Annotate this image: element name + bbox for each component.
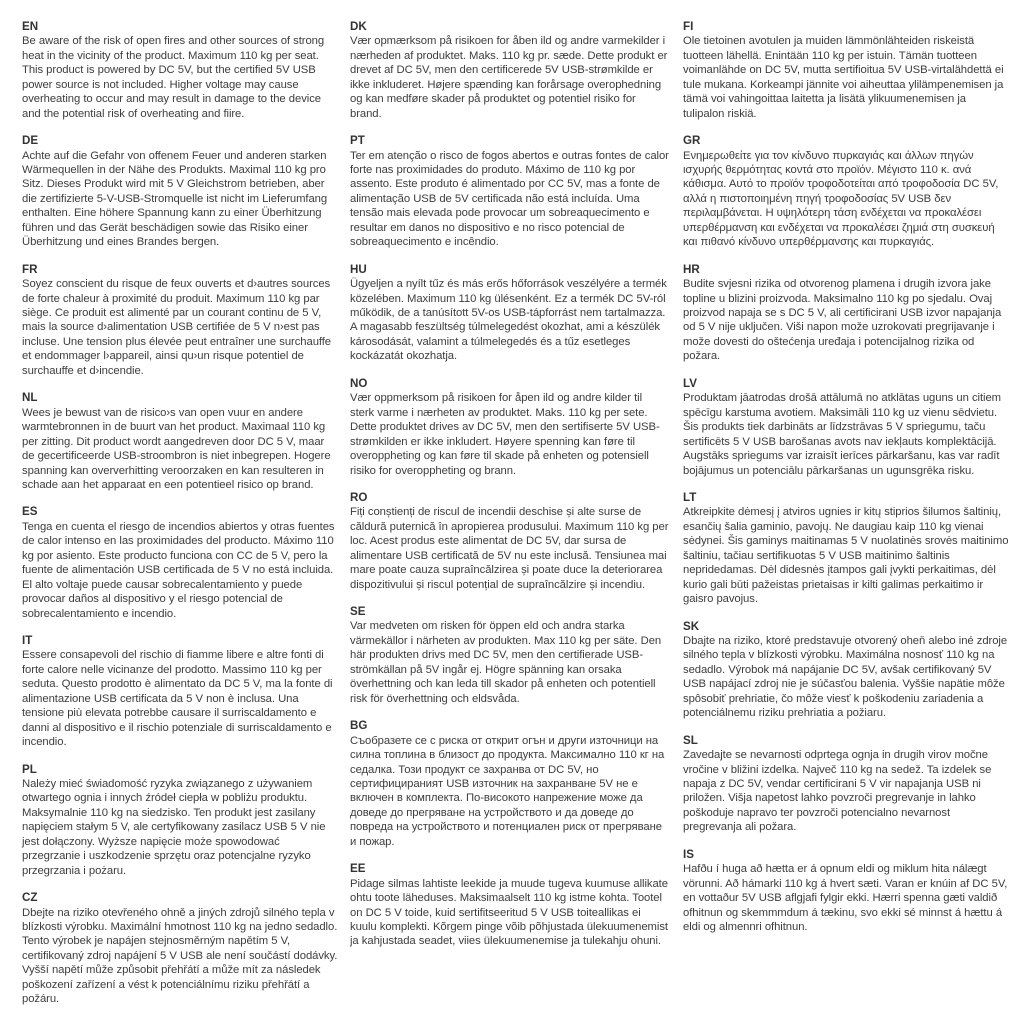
warning-text: Vær oppmerksom på risikoen for åpen ild og andre kilder til sterk varme i nærheten av produktet. Maks. 110 kg per sete. Dette produktet drives av DC 5V, men den sertifiserte 5V USB-strømkilden er ikke inkludert. Høyere spenning kan føre til overoppheting og kan føre til skade på enheten og potensiell risiko for overoppheting og brann. [350,392,660,477]
language-code-heading: SE [350,605,366,619]
language-code-heading: HR [683,262,700,276]
language-section [683,734,1010,835]
language-section [350,491,669,592]
language-section [350,719,669,849]
language-section [22,134,338,250]
language-section [350,377,669,478]
language-section [683,20,1010,121]
warning-text: Pidage silmas lahtiste leekide ja muude tugeva kuumuse allikate ohtu toote läheduses. Maksimaalselt 110 kg istme kohta. Tootel on DC 5 V toide, kuid sertifitseeritud 5 V USB toiteallikas ei kuulu komplekti. Kõrgem pinge võib põhjustada ülekuumenemist ja kahjustada seadet, viies ülekuumenemise ja tulekahju ohuni. [350,877,668,948]
warning-text: Ενημερωθείτε για τον κίνδυνο πυρκαγιάς και άλλων πηγών ισχυρής θερμότητας κοντά στο προϊόν. Μέγιστο 110 κ. ανά κάθισμα. Αυτό το προϊόν τροφοδοτείται από τροφοδοσία DC 5V, αλλά η πιστοποιημένη πηγή τροφοδοσίας 5V USB δεν περιλαμβάνεται. Η υψηλότερη τάση ενδέχεται να προκαλέσει υπερθέρμανση και ενδέχεται να προκαλέσει ζημιά στη συσκευή και πιθανό κίνδυνο υπερθέρμανσης και πυρκαγιάς. [683,149,999,249]
warning-text: Be aware of the risk of open fires and other sources of strong heat in the vicinity of the product. Maximum 110 kg per seat. This product is powered by DC 5V, but the certified 5V USB power source is not included. Higher voltage may cause overheating to occur and may result in damage to the device and the potential risk of overheating and fiire. [22,35,325,120]
warning-text: Dbajte na riziko, ktoré predstavuje otvorený oheň alebo iné zdroje silného tepla v blízkosti výrobku. Maximálna nosnosť 110 kg na sedadlo. Výrobok má napájanie DC 5V, avšak certifikovaný 5V USB napájací zdroj nie je súčasťou balenia. Vyššie napätie môže spôsobiť prehriatie, čo môže viesť k poškodeniu zariadenia a potenciálnemu riziku prehriatia a požiaru. [683,634,1008,720]
language-code-heading: NO [350,376,368,390]
warning-text: Tenga en cuenta el riesgo de incendios abiertos y otras fuentes de calor intenso en las proximidades del producto. Máximo 110 kg por asiento. Este producto funciona con CC de 5 V, pero la fuente de alimentación USB certificada de 5 V no está incluida. El alto voltaje puede causar sobrecalentamiento y puede provocar daños al dispositivo y el riesgo potencial de sobrecalentamiento e incendio. [22,520,335,620]
language-section [350,263,669,364]
language-section [683,134,1010,250]
language-code-heading: EE [350,862,366,876]
language-section [22,20,338,121]
language-section [22,891,338,1007]
warning-text: Vær opmærksom på risikoen for åben ild og andre varmekilder i nærheden af produktet. Maks. 110 kg pr. sæde. Dette produkt er drevet af DC 5V, men den certificerede 5V USB-strømkilde er ikke inkluderet. Højere spænding kan forårsage overophedning og kan medføre skader på produktet og potentiel risiko for brand. [350,35,668,120]
language-section [683,620,1010,721]
warnings-column-3 [683,20,1010,1014]
warning-text: Zavedajte se nevarnosti odprtega ognja in drugih virov močne vročine v bližini izdelka. Največ 110 kg na sedež. Ta izdelek se napaja z DC 5V, vendar certificirani 5 V vir napajanja USB ni priložen. Višja napetost lahko povzroči pregrevanje in lahko poškoduje napravo ter povzroči potencialno nevarnost pregrevanja ali požara. [683,749,992,834]
language-code-heading: IT [22,633,33,647]
language-code-heading: DK [350,20,367,33]
language-section [683,848,1010,935]
language-code-heading: SL [683,733,698,747]
warning-text: Dbejte na riziko otevřeného ohně a jiných zdrojů silného tepla v blízkosti výrobku. Maximální hmotnost 110 kg na jedno sedadlo. Tento výrobek je napájen stejnosměrným napětím 5 V, certifikovaný zdroj napájení 5 V USB ale není součástí dodávky. Vyšší napětí může způsobit přehřátí a může mít za následek poškození zařízení a vést k potenciálnímu riziku přehřátí a požáru. [22,906,338,1006]
language-code-heading: HU [350,262,367,276]
language-code-heading: FI [683,20,694,33]
language-code-heading: SK [683,619,700,633]
warning-text: Należy mieć świadomość ryzyka związanego z używaniem otwartego ognia i innych źródeł ciepła w pobliżu produktu. Maksymalnie 110 kg na siedzisko. Ten produkt jest zasilany napięciem stałym 5 V, ale certyfikowany zasilacz USB 5 V nie jest dołączony. Wyższe napięcie może spowodować przegrzanie i uszkodzenie sprzętu oraz potencjalne ryzyko przegrzania i pożaru. [22,777,326,877]
language-section [350,134,669,250]
language-code-heading: NL [22,391,38,405]
language-code-heading: FR [22,262,38,276]
warning-text: Var medveten om risken för öppen eld och andra starka värmekällor i närheten av produkten. Max 110 kg per säte. Den här produkten drivs med DC 5V, men den certifierade USB-strömkällan på 5V ingår ej. Högre spänning kan orsaka överhettning och kan leda till skador på enheten och potentiell risk för överhettning och eldsvåda. [350,620,662,705]
language-section [22,763,338,879]
language-code-heading: BG [350,719,368,733]
language-section [683,263,1010,364]
warnings-column-1 [22,20,338,1014]
warning-text: Achte auf die Gefahr von offenem Feuer und anderen starken Wärmequellen in der Nähe des Produkts. Maximal 110 kg pro Sitz. Dieses Produkt wird mit 5 V Gleichstrom betrieben, aber die zertifizierte 5-V-USB-Stromquelle ist nicht im Lieferumfang enthalten. Eine höhere Spannung kann zu einer Überhitzung führen und das Gerät beschädigen sowie das Risiko einer Überhitzung und eines Brandes bergen. [22,149,328,249]
warning-text: Budite svjesni rizika od otvorenog plamena i drugih izvora jake topline u blizini proizvoda. Maksimalno 110 kg po sjedalu. Ovaj proizvod napaja se s DC 5 V, ali certificirani USB izvor napajanja od 5 V nije uključen. Viši napon može uzrokovati pregrijavanje i može dovesti do oštećenja uređaja i potencijalnog rizika od požara. [683,278,1002,363]
language-section [350,862,669,949]
language-code-heading: IS [683,847,694,861]
language-section [350,605,669,706]
language-section [22,634,338,750]
warning-text: Fiți conștienți de riscul de incendii deschise și alte surse de căldură puternică în apropierea produsului. Maximum 110 kg per loc. Acest produs este alimentat de DC 5V, dar sursa de alimentare USB certificată de 5V nu este inclusă. Tensiunea mai mare poate cauza supraîncălzirea și poate duce la deteriorarea dispozitivului și riscul potențial de supraîncălzire și incendiu. [350,506,669,591]
language-code-heading: DE [22,134,39,148]
warning-text: Съобразете се с риска от открит огън и други източници на силна топлина в близост до продукта. Максимално 110 кг на седалка. Този продукт се захранва от DC 5V, но сертифицираният USB източник на захранване 5V не е включен в комплекта. По-високото напрежение може да доведе до прегряване на устройството и да доведе до повреда на устройството и потенциален риск от прегряване и пожар. [350,734,665,848]
language-code-heading: ES [22,505,38,519]
warning-text: Ole tietoinen avotulen ja muiden lämmönlähteiden riskeistä tuotteen lähellä. Enintään 110 kg per istuin. Tämän tuotteen voimanlähde on DC 5V, mutta sertifioitua 5V USB-virtalähdettä ei tule mukana. Korkeampi jännite voi aiheuttaa ylilämpenemisen ja tämä voi vahingoittaa laitetta ja lisätä ylikuumenemisen ja tulipalon riskiä. [683,35,1004,120]
language-code-heading: GR [683,134,701,148]
warning-text: Ter em atenção o risco de fogos abertos e outras fontes de calor forte nas proximidades do produto. Máximo de 110 kg por assento. Este produto é alimentado por CC 5V, mas a fonte de alimentação USB de 5V certificada não está incluída. Uma tensão mais elevada pode provocar um sobreaquecimento e resultar em danos no dispositivo e no risco potencial de sobreaquecimento e incêndio. [350,149,669,249]
language-section [683,491,1010,607]
warning-text: Soyez conscient du risque de feux ouverts et d›autres sources de forte chaleur à proximité du produit. Maximum 110 kg par siège. Ce produit est alimenté par un courant continu de 5 V, mais la source d›alimentation USB certifiée de 5 V n›est pas incluse. Une tension plus élevée peut entraîner une surchauffe et endommager l›appareil, ainsi qu›un risque potentiel de surchauffe et d›incendie. [22,278,332,377]
language-code-heading: LT [683,490,697,504]
language-code-heading: EN [22,20,39,33]
language-code-heading: PT [350,134,365,148]
language-code-heading: PL [22,762,37,776]
language-section [683,377,1010,478]
warning-text: Wees je bewust van de risico›s van open vuur en andere warmtebronnen in de buurt van het product. Maximaal 110 kg per zitting. Dit product wordt aangedreven door DC 5 V, maar de gecertificeerde USB-stroombron is niet inbegrepen. Hogere spanning kan oververhitting veroorzaken en kan resulteren in schade aan het apparaat en een potentieel risico op brand. [22,406,331,491]
warning-text: Hafðu í huga að hætta er á opnum eldi og miklum hita nálægt vörunni. Að hámarki 110 kg á hvert sæti. Varan er knúin af DC 5V, en vottaður 5V USB aflgjafi fylgir ekki. Hærri spenna gæti valdið ofhitnun og skemmmdum á tækinu, svo ekki sé minnst á hættu á eldi og almennri ofhitnun. [683,863,1008,933]
language-code-heading: LV [683,376,697,390]
warning-text: Essere consapevoli del rischio di fiamme libere e altre fonti di forte calore nelle vicinanze del prodotto. Massimo 110 kg per seduta. Questo prodotto è alimentato da DC 5 V, ma la fonte di alimentazione USB certificata da 5 V non è inclusa. Una tensione più elevata potrebbe causare il surriscaldamento e danni al dispositivo e il rischio potenziale di surriscaldamento e incendio. [22,649,333,749]
language-code-heading: CZ [22,891,38,905]
warning-text: Atkreipkite dėmesį į atviros ugnies ir kitų stiprios šilumos šaltinių, esančių šalia gaminio, pavojų. Ne daugiau kaip 110 kg vienai sėdynei. Šis gaminys maitinamas 5 V nuolatinės srovės maitinimo šaltiniu, tačiau sertifikuotas 5 V USB maitinimo šaltinis nepridedamas. Dėl didesnės įtampos gali įvykti perkaitimas, dėl kurio gali būti pažeistas prietaisas ir kilti galimas perkaitimo ir gaisro pavojus. [683,506,1009,606]
language-code-heading: RO [350,490,368,504]
language-section [22,263,338,379]
warnings-column-2 [350,20,669,1014]
warning-text: Ügyeljen a nyílt tűz és más erős hőforrások veszélyére a termék közelében. Maximum 110 kg ülésenként. Ez a termék DC 5V-ról működik, de a tanúsított 5V-os USB-tápforrást nem tartalmazza. A magasabb feszültség túlmelegedést okozhat, ami a készülék károsodását, valamint a túlmelegedés és a tűz esetleges kockázatát okozhatja. [350,278,667,363]
language-section [22,505,338,621]
language-section [22,391,338,492]
language-section [350,20,669,121]
warning-text: Produktam jāatrodas drošā attālumā no atklātas uguns un citiem spēcīgu karstuma avotiem. Maksimāli 110 kg uz vienu sēdvietu. Šis produkts tiek darbināts ar līdzstrāvas 5 V spriegumu, taču sertificēts 5 V USB barošanas avots nav iekļauts komplektācijā. Augstāks spriegums var izraisīt ierīces pārkaršanu, kas var radīt bojājumus un potenciālu pārkaršanas un ugunsgrēka risku. [683,392,1001,477]
